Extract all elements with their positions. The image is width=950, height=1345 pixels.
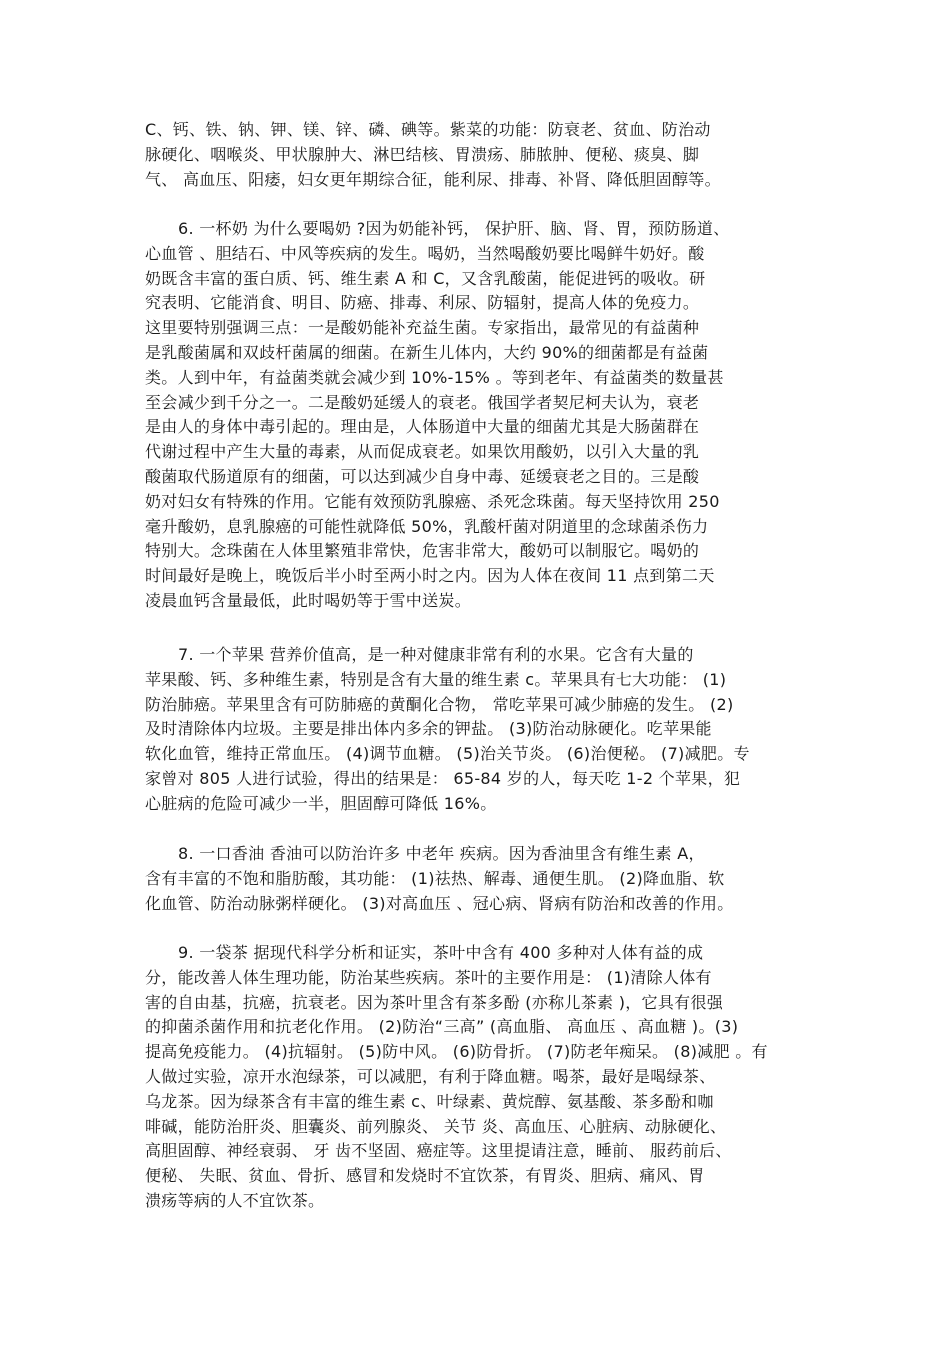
text-line: 提高免疫能力。 (4)抗辐射。 (5)防中风。 (6)防骨折。 (7)防老年痴呆。 (8)减肥 。有 <box>145 1042 768 1062</box>
text-line: 这里要特别强调三点：一是酸奶能补充益生菌。专家指出，最常见的有益菌种 <box>145 318 700 338</box>
text-line: 乌龙茶。因为绿茶含有丰富的维生素 c、叶绿素、黄烷醇、氨基酸、茶多酚和咖 <box>145 1091 714 1111</box>
text-line: 6. 一杯奶 为什么要喝奶 ?因为奶能补钙， 保护肝、脑、肾、胃，预防肠道、 <box>178 219 730 238</box>
text-line: 7. 一个苹果 营养价值高，是一种对健康非常有利的水果。它含有大量的 <box>178 645 694 664</box>
paragraph-seaweed-end <box>145 118 825 192</box>
text-line: 害的自由基，抗癌，抗衰老。因为茶叶里含有茶多酚 (亦称儿茶素 )，它具有很强 <box>145 992 724 1012</box>
text-line: 9. 一袋茶 据现代科学分析和证实，茶叶中含有 400 多种对人体有益的成 <box>178 943 704 962</box>
text-line: 分，能改善人体生理功能，防治某些疾病。茶叶的主要作用是： (1)清除人体有 <box>145 967 712 987</box>
text-line: 时间最好是晚上，晚饭后半小时至两小时之内。因为人体在夜间 11 点到第二天 <box>145 566 715 586</box>
text-line: 含有丰富的不饱和脂肪酸，其功能： (1)祛热、解毒、通便生肌。 (2)降血脂、软 <box>145 868 725 888</box>
text-line: 特别大。念珠菌在人体里繁殖非常快，危害非常大，酸奶可以制服它。喝奶的 <box>145 541 700 561</box>
text-line: 啡碱，能防治肝炎、胆囊炎、前列腺炎、 关节 炎、高血压、心脏病、动脉硬化、 <box>145 1116 727 1136</box>
paragraph-milk <box>145 217 825 614</box>
text-line: 便秘、 失眠、贫血、骨折、感冒和发烧时不宜饮茶，有胃炎、胆病、痛风、胃 <box>145 1166 705 1186</box>
paragraph-tea <box>145 941 825 1214</box>
text-line: 酸菌取代肠道原有的细菌，可以达到减少自身中毒、延缓衰老之目的。三是酸 <box>145 466 700 486</box>
text-line: 高胆固醇、神经衰弱、 牙 齿不坚固、癌症等。这里提请注意，睡前、 服药前后、 <box>145 1141 732 1161</box>
text-line: 类。人到中年，有益菌类就会减少到 10%-15% 。等到老年、有益菌类的数量甚 <box>145 367 724 387</box>
text-line: 人做过实验，凉开水泡绿茶，可以减肥，有利于降血糖。喝茶，最好是喝绿茶、 <box>145 1066 716 1086</box>
paragraph-sesame-oil <box>145 842 825 916</box>
text-line: 奶既含丰富的蛋白质、钙、维生素 A 和 C，又含乳酸菌，能促进钙的吸收。研 <box>145 268 706 288</box>
text-line: 防治肺癌。苹果里含有可防肺癌的黄酮化合物， 常吃苹果可减少肺癌的发生。 (2) <box>145 694 734 714</box>
text-line: 苹果酸、钙、多种维生素，特别是含有大量的维生素 c。苹果具有七大功能： (1) <box>145 669 727 689</box>
text-line: 软化血管，维持正常血压。 (4)调节血糖。 (5)治关节炎。 (6)治便秘。 (7)减肥。专 <box>145 744 750 764</box>
text-line: 凌晨血钙含量最低，此时喝奶等于雪中送炭。 <box>145 590 472 610</box>
text-line: 心脏病的危险可减少一半，胆固醇可降低 16%。 <box>145 793 497 813</box>
text-line: 的抑菌杀菌作用和抗老化作用。 (2)防治“三高” (高血脂、 高血压 、高血糖 )。(3) <box>145 1017 739 1037</box>
text-line: 及时清除体内垃圾。主要是排出体内多余的钾盐。 (3)防治动脉硬化。吃苹果能 <box>145 719 712 739</box>
text-line: 心血管 、胆结石、中风等疾病的发生。喝奶，当然喝酸奶要比喝鲜牛奶好。酸 <box>145 243 705 263</box>
text-line: 奶对妇女有特殊的作用。它能有效预防乳腺癌、杀死念珠菌。每天坚持饮用 250 <box>145 491 720 511</box>
text-line: 代谢过程中产生大量的毒素，从而促成衰老。如果饮用酸奶，以引入大量的乳 <box>145 442 700 462</box>
text-line: 气、 高血压、阳痿，妇女更年期综合征，能利尿、排毒、补肾、降低胆固醇等。 <box>145 169 721 189</box>
text-line: 化血管、防治动脉粥样硬化。 (3)对高血压 、冠心病、肾病有防治和改善的作用。 <box>145 893 734 913</box>
text-line: 究表明、它能消食、明目、防癌、排毒、利尿、防辐射，提高人体的免疫力。 <box>145 293 700 313</box>
text-line: 溃疡等病的人不宜饮茶。 <box>145 1190 325 1210</box>
text-line: 8. 一口香油 香油可以防治许多 中老年 疾病。因为香油里含有维生素 A， <box>178 844 705 863</box>
text-line: 家曾对 805 人进行试验，得出的结果是： 65-84 岁的人，每天吃 1-2 个苹果，犯 <box>145 768 741 788</box>
text-line: C、钙、铁、钠、钾、镁、锌、磷、碘等。紫菜的功能：防衰老、贫血、防治动 <box>145 120 711 139</box>
text-line: 毫升酸奶，息乳腺癌的可能性就降低 50%，乳酸杆菌对阴道里的念球菌杀伤力 <box>145 516 709 536</box>
text-line: 至会减少到千分之一。二是酸奶延缓人的衰老。俄国学者契尼柯夫认为，衰老 <box>145 392 700 412</box>
text-line: 是由人的身体中毒引起的。理由是，人体肠道中大量的细菌尤其是大肠菌群在 <box>145 417 700 437</box>
text-line: 是乳酸菌属和双歧杆菌属的细菌。在新生儿体内，大约 90%的细菌都是有益菌 <box>145 342 709 362</box>
paragraph-apple <box>145 643 825 817</box>
text-line: 脉硬化、咽喉炎、甲状腺肿大、淋巴结核、胃溃疡、肺脓肿、便秘、痰臭、脚 <box>145 144 700 164</box>
